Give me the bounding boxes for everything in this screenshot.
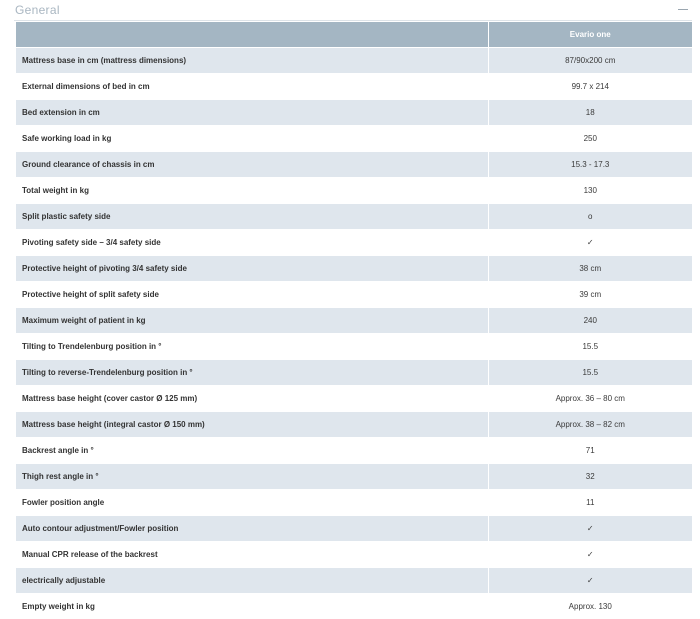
table-header-row [16, 22, 692, 48]
spec-value: 87/90x200 cm [488, 48, 692, 74]
spec-label: Empty weight in kg [16, 594, 488, 619]
table-row [16, 256, 692, 282]
spec-value: o [488, 204, 692, 230]
table-row [16, 282, 692, 308]
spec-label: Mattress base height (integral castor Ø 150 mm) [16, 412, 488, 438]
spec-label: Manual CPR release of the backrest [16, 542, 488, 568]
table-row [16, 594, 692, 619]
spec-label: Tilting to Trendelenburg position in ° [16, 334, 488, 360]
spec-value: Approx. 38 – 82 cm [488, 412, 692, 438]
table-row [16, 516, 692, 542]
spec-value: 32 [488, 464, 692, 490]
spec-label: Backrest angle in ° [16, 438, 488, 464]
spec-label: Thigh rest angle in ° [16, 464, 488, 490]
spec-value: Approx. 36 – 80 cm [488, 386, 692, 412]
spec-value: 39 cm [488, 282, 692, 308]
spec-value: 71 [488, 438, 692, 464]
spec-value: 130 [488, 178, 692, 204]
table-row [16, 152, 692, 178]
spec-value: 15.5 [488, 360, 692, 386]
spec-value: 38 cm [488, 256, 692, 282]
table-row [16, 230, 692, 256]
spec-value: 99.7 x 214 [488, 74, 692, 100]
table-row [16, 74, 692, 100]
table-row [16, 464, 692, 490]
specs-table [16, 22, 692, 619]
spec-label: Split plastic safety side [16, 204, 488, 230]
column-header-model: Evario one [488, 22, 692, 48]
table-row [16, 204, 692, 230]
spec-value: 11 [488, 490, 692, 516]
spec-label: Protective height of split safety side [16, 282, 488, 308]
column-header-label [16, 22, 488, 48]
spec-label: Pivoting safety side – 3/4 safety side [16, 230, 488, 256]
table-row [16, 334, 692, 360]
section-header [14, 0, 692, 21]
table-row [16, 490, 692, 516]
table-row [16, 386, 692, 412]
table-row [16, 126, 692, 152]
spec-value: 18 [488, 100, 692, 126]
spec-label: electrically adjustable [16, 568, 488, 594]
table-row [16, 48, 692, 74]
spec-value: Approx. 130 [488, 594, 692, 619]
table-row [16, 438, 692, 464]
spec-value: 240 [488, 308, 692, 334]
table-row [16, 542, 692, 568]
table-row [16, 412, 692, 438]
table-row [16, 100, 692, 126]
spec-value: ✓ [488, 542, 692, 568]
table-row [16, 178, 692, 204]
spec-label: Mattress base height (cover castor Ø 125 mm) [16, 386, 488, 412]
spec-label: Safe working load in kg [16, 126, 488, 152]
spec-value: 15.5 [488, 334, 692, 360]
minus-icon[interactable] [674, 0, 692, 18]
spec-label: Tilting to reverse-Trendelenburg position in ° [16, 360, 488, 386]
spec-value: ✓ [488, 568, 692, 594]
table-body [16, 48, 692, 619]
spec-value: 250 [488, 126, 692, 152]
spec-label: Auto contour adjustment/Fowler position [16, 516, 488, 542]
spec-value: 15.3 - 17.3 [488, 152, 692, 178]
section-title: General [15, 3, 60, 17]
spec-value: ✓ [488, 230, 692, 256]
spec-label: Ground clearance of chassis in cm [16, 152, 488, 178]
spec-label: External dimensions of bed in cm [16, 74, 488, 100]
spec-label: Total weight in kg [16, 178, 488, 204]
table-row [16, 568, 692, 594]
table-row [16, 308, 692, 334]
spec-label: Protective height of pivoting 3/4 safety side [16, 256, 488, 282]
spec-label: Mattress base in cm (mattress dimensions) [16, 48, 488, 74]
spec-value: ✓ [488, 516, 692, 542]
spec-label: Maximum weight of patient in kg [16, 308, 488, 334]
table-row [16, 360, 692, 386]
spec-label: Bed extension in cm [16, 100, 488, 126]
spec-label: Fowler position angle [16, 490, 488, 516]
